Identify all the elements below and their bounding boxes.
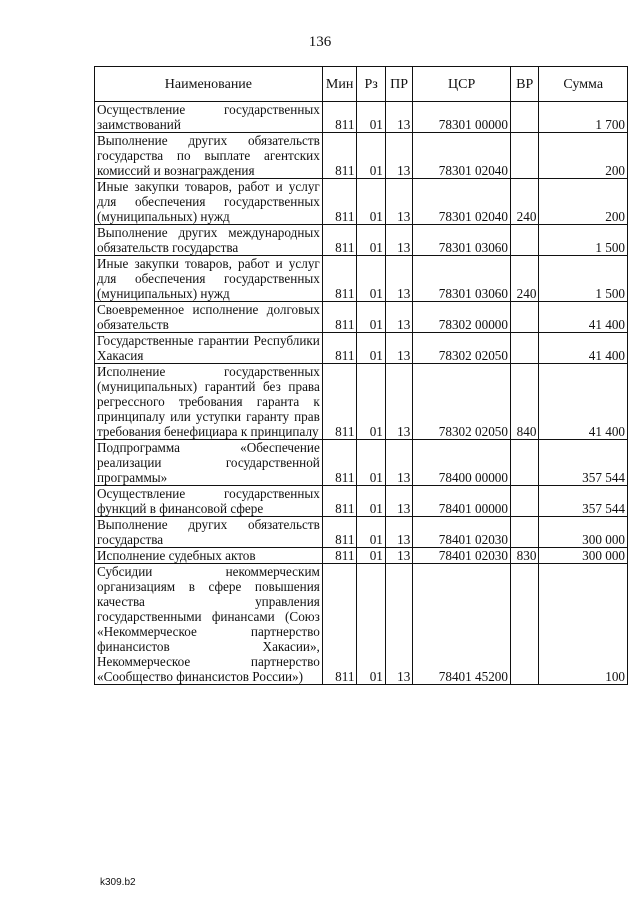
row-csr-cell: 78302 02050 xyxy=(413,364,511,440)
row-name-cell: Осуществление государственных функций в финансовой сфере xyxy=(95,486,323,517)
row-name-cell: Своевременное исполнение долговых обязательств xyxy=(95,302,323,333)
row-csr-cell: 78301 02040 xyxy=(413,179,511,225)
row-vr-cell xyxy=(510,333,538,364)
row-rz-cell: 01 xyxy=(357,548,385,564)
row-sum-cell: 41 400 xyxy=(539,364,628,440)
row-vr-cell xyxy=(510,225,538,256)
row-min-cell: 811 xyxy=(322,133,357,179)
row-pr-cell: 13 xyxy=(385,333,412,364)
table-row xyxy=(95,548,628,564)
row-rz-cell: 01 xyxy=(357,256,385,302)
table-row xyxy=(95,564,628,685)
row-vr-cell xyxy=(510,517,538,548)
row-pr-cell: 13 xyxy=(385,364,412,440)
table-row xyxy=(95,225,628,256)
table-row xyxy=(95,179,628,225)
row-vr-cell: 840 xyxy=(510,364,538,440)
row-min-cell: 811 xyxy=(322,302,357,333)
row-rz-cell: 01 xyxy=(357,102,385,133)
table-body xyxy=(95,102,628,685)
row-name-cell: Выполнение других международных обязательств государства xyxy=(95,225,323,256)
header-vr: ВР xyxy=(510,67,538,102)
row-pr-cell: 13 xyxy=(385,225,412,256)
row-pr-cell: 13 xyxy=(385,440,412,486)
budget-table xyxy=(94,66,628,685)
row-pr-cell: 13 xyxy=(385,102,412,133)
row-min-cell: 811 xyxy=(322,564,357,685)
row-csr-cell: 78400 00000 xyxy=(413,440,511,486)
row-sum-cell: 1 500 xyxy=(539,256,628,302)
table-row xyxy=(95,486,628,517)
row-csr-cell: 78301 03060 xyxy=(413,256,511,302)
row-sum-cell: 300 000 xyxy=(539,517,628,548)
row-vr-cell: 240 xyxy=(510,179,538,225)
row-rz-cell: 01 xyxy=(357,517,385,548)
row-min-cell: 811 xyxy=(322,364,357,440)
row-vr-cell xyxy=(510,564,538,685)
row-pr-cell: 13 xyxy=(385,548,412,564)
header-sum: Сумма xyxy=(539,67,628,102)
header-min: Мин xyxy=(322,67,357,102)
row-pr-cell: 13 xyxy=(385,179,412,225)
row-name-cell: Исполнение судебных актов xyxy=(95,548,323,564)
table-header-row xyxy=(95,67,628,102)
row-name-cell: Иные закупки товаров, работ и услуг для обеспечения государственных (муниципальных) нужд xyxy=(95,179,323,225)
row-name-cell: Субсидии некоммерческим организациям в сфере повышения качества управления государственными финансами (Союз «Некоммерческое партнерство финансистов Хакасии», Некоммерческое партнерство «Сообщество финансистов России») xyxy=(95,564,323,685)
row-pr-cell: 13 xyxy=(385,517,412,548)
row-vr-cell xyxy=(510,440,538,486)
row-min-cell: 811 xyxy=(322,225,357,256)
row-csr-cell: 78401 00000 xyxy=(413,486,511,517)
row-sum-cell: 41 400 xyxy=(539,333,628,364)
row-sum-cell: 41 400 xyxy=(539,302,628,333)
row-vr-cell xyxy=(510,302,538,333)
row-vr-cell xyxy=(510,133,538,179)
row-csr-cell: 78302 02050 xyxy=(413,333,511,364)
row-name-cell: Подпрограмма «Обеспечение реализации государственной программы» xyxy=(95,440,323,486)
row-rz-cell: 01 xyxy=(357,564,385,685)
row-rz-cell: 01 xyxy=(357,179,385,225)
row-sum-cell: 200 xyxy=(539,133,628,179)
row-min-cell: 811 xyxy=(322,517,357,548)
row-sum-cell: 1 500 xyxy=(539,225,628,256)
row-rz-cell: 01 xyxy=(357,133,385,179)
table-row xyxy=(95,302,628,333)
row-sum-cell: 1 700 xyxy=(539,102,628,133)
row-name-cell: Исполнение государственных (муниципальных) гарантий без права регрессного требования гаранта к принципалу или уступки гаранту прав требования бенефициара к принципалу xyxy=(95,364,323,440)
row-pr-cell: 13 xyxy=(385,133,412,179)
header-rz: Рз xyxy=(357,67,385,102)
table-row xyxy=(95,333,628,364)
table-row xyxy=(95,517,628,548)
row-min-cell: 811 xyxy=(322,440,357,486)
row-csr-cell: 78301 02040 xyxy=(413,133,511,179)
row-min-cell: 811 xyxy=(322,102,357,133)
row-sum-cell: 357 544 xyxy=(539,440,628,486)
row-csr-cell: 78302 00000 xyxy=(413,302,511,333)
row-min-cell: 811 xyxy=(322,548,357,564)
row-vr-cell: 830 xyxy=(510,548,538,564)
row-sum-cell: 357 544 xyxy=(539,486,628,517)
row-pr-cell: 13 xyxy=(385,564,412,685)
row-rz-cell: 01 xyxy=(357,333,385,364)
row-min-cell: 811 xyxy=(322,333,357,364)
table-row xyxy=(95,364,628,440)
row-sum-cell: 300 000 xyxy=(539,548,628,564)
row-csr-cell: 78301 00000 xyxy=(413,102,511,133)
row-pr-cell: 13 xyxy=(385,256,412,302)
row-name-cell: Выполнение других обязательств государства xyxy=(95,517,323,548)
table-row xyxy=(95,256,628,302)
row-csr-cell: 78401 45200 xyxy=(413,564,511,685)
table-row xyxy=(95,440,628,486)
row-min-cell: 811 xyxy=(322,179,357,225)
row-csr-cell: 78401 02030 xyxy=(413,517,511,548)
page-number: 136 xyxy=(308,34,332,50)
footer-code: k309.b2 xyxy=(100,877,136,888)
row-sum-cell: 100 xyxy=(539,564,628,685)
table-row xyxy=(95,102,628,133)
header-pr: ПР xyxy=(385,67,412,102)
table-row xyxy=(95,133,628,179)
row-rz-cell: 01 xyxy=(357,440,385,486)
row-min-cell: 811 xyxy=(322,256,357,302)
row-csr-cell: 78401 02030 xyxy=(413,548,511,564)
row-name-cell: Государственные гарантии Республики Хакасия xyxy=(95,333,323,364)
row-min-cell: 811 xyxy=(322,486,357,517)
row-vr-cell: 240 xyxy=(510,256,538,302)
row-vr-cell xyxy=(510,102,538,133)
row-name-cell: Иные закупки товаров, работ и услуг для обеспечения государственных (муниципальных) нужд xyxy=(95,256,323,302)
header-csr: ЦСР xyxy=(413,67,511,102)
header-name: Наименование xyxy=(95,67,323,102)
row-csr-cell: 78301 03060 xyxy=(413,225,511,256)
row-name-cell: Выполнение других обязательств государства по выплате агентских комиссий и вознаграждения xyxy=(95,133,323,179)
row-vr-cell xyxy=(510,486,538,517)
row-rz-cell: 01 xyxy=(357,225,385,256)
row-name-cell: Осуществление государственных заимствований xyxy=(95,102,323,133)
row-sum-cell: 200 xyxy=(539,179,628,225)
row-pr-cell: 13 xyxy=(385,302,412,333)
row-pr-cell: 13 xyxy=(385,486,412,517)
row-rz-cell: 01 xyxy=(357,486,385,517)
row-rz-cell: 01 xyxy=(357,364,385,440)
row-rz-cell: 01 xyxy=(357,302,385,333)
